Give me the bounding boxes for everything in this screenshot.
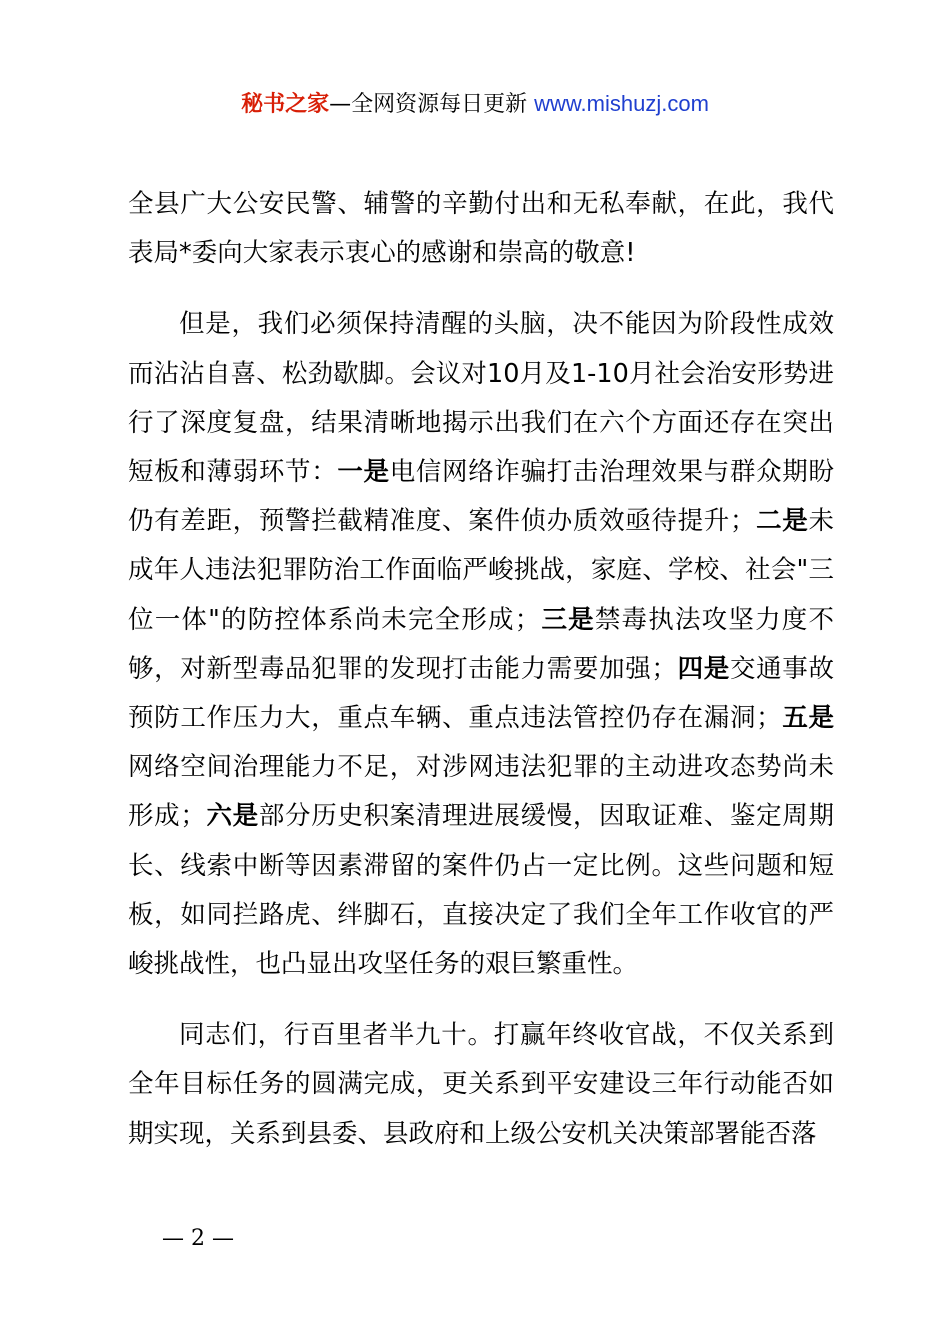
site-header <box>0 88 950 121</box>
list-item-6: 部分历史积案清理进展缓慢，因取证难、鉴定周期长、线索中断等因素滞留的案件仍占一定比例。这些问题和短板，如同拦路虎、绊脚石，直接决定了我们全年工作收官的严峻挑战性，也凸显出攻坚任务的艰巨繁重性。 <box>128 801 834 980</box>
list-marker-4: 四是 <box>676 653 730 684</box>
paragraph-1: 全县广大公安民警、辅警的辛勤付出和无私奉献，在此，我代表局*委向大家表示衷心的感谢和崇高的敬意! <box>128 189 834 269</box>
list-item-4: 交通事故预防工作压力大，重点车辆、重点违法管控仍存在漏洞； <box>128 653 834 734</box>
paragraph-2 <box>128 300 834 989</box>
site-tagline: —全网资源每日更新 <box>329 92 528 117</box>
list-marker-5: 五是 <box>781 703 834 734</box>
list-item-3: 禁毒执法攻坚力度不够，对新型毒品犯罪的发现打击能力需要加强； <box>128 604 834 684</box>
list-marker-2: 二是 <box>755 506 809 537</box>
list-marker-6: 六是 <box>205 801 259 832</box>
paragraph-2-intro: 但是，我们必须保持清醒的头脑，决不能因为阶段性成效而沾沾自喜、松劲歇脚。会议对10月及1-10月社会治安形势进行了深度复盘，结果清晰地揭示出我们在六个方面还存在突出短板和薄弱环节： <box>128 309 834 488</box>
document-body <box>128 180 834 1159</box>
site-url[interactable]: www.mishuzj.com <box>534 91 709 116</box>
list-item-5: 网络空间治理能力不足，对涉网违法犯罪的主动进攻态势尚未形成； <box>128 752 834 832</box>
list-marker-3: 三是 <box>540 604 595 635</box>
paragraph-3: 同志们，行百里者半九十。打赢年终收官战，不仅关系到全年目标任务的圆满完成，更关系到平安建设三年行动能否如期实现，关系到县委、县政府和上级公安机关决策部署能否落 <box>128 1020 834 1149</box>
page-number: — 2 — <box>162 1226 234 1251</box>
list-marker-1: 一是 <box>337 457 390 488</box>
list-item-2: 未成年人违法犯罪防治工作面临严峻挑战，家庭、学校、社会"三位一体"的防控体系尚未完全形成； <box>128 506 834 635</box>
list-item-1: 电信网络诈骗打击治理效果与群众期盼仍有差距，预警拦截精准度、案件侦办质效亟待提升； <box>128 457 834 537</box>
site-brand: 秘书之家 <box>241 92 330 117</box>
